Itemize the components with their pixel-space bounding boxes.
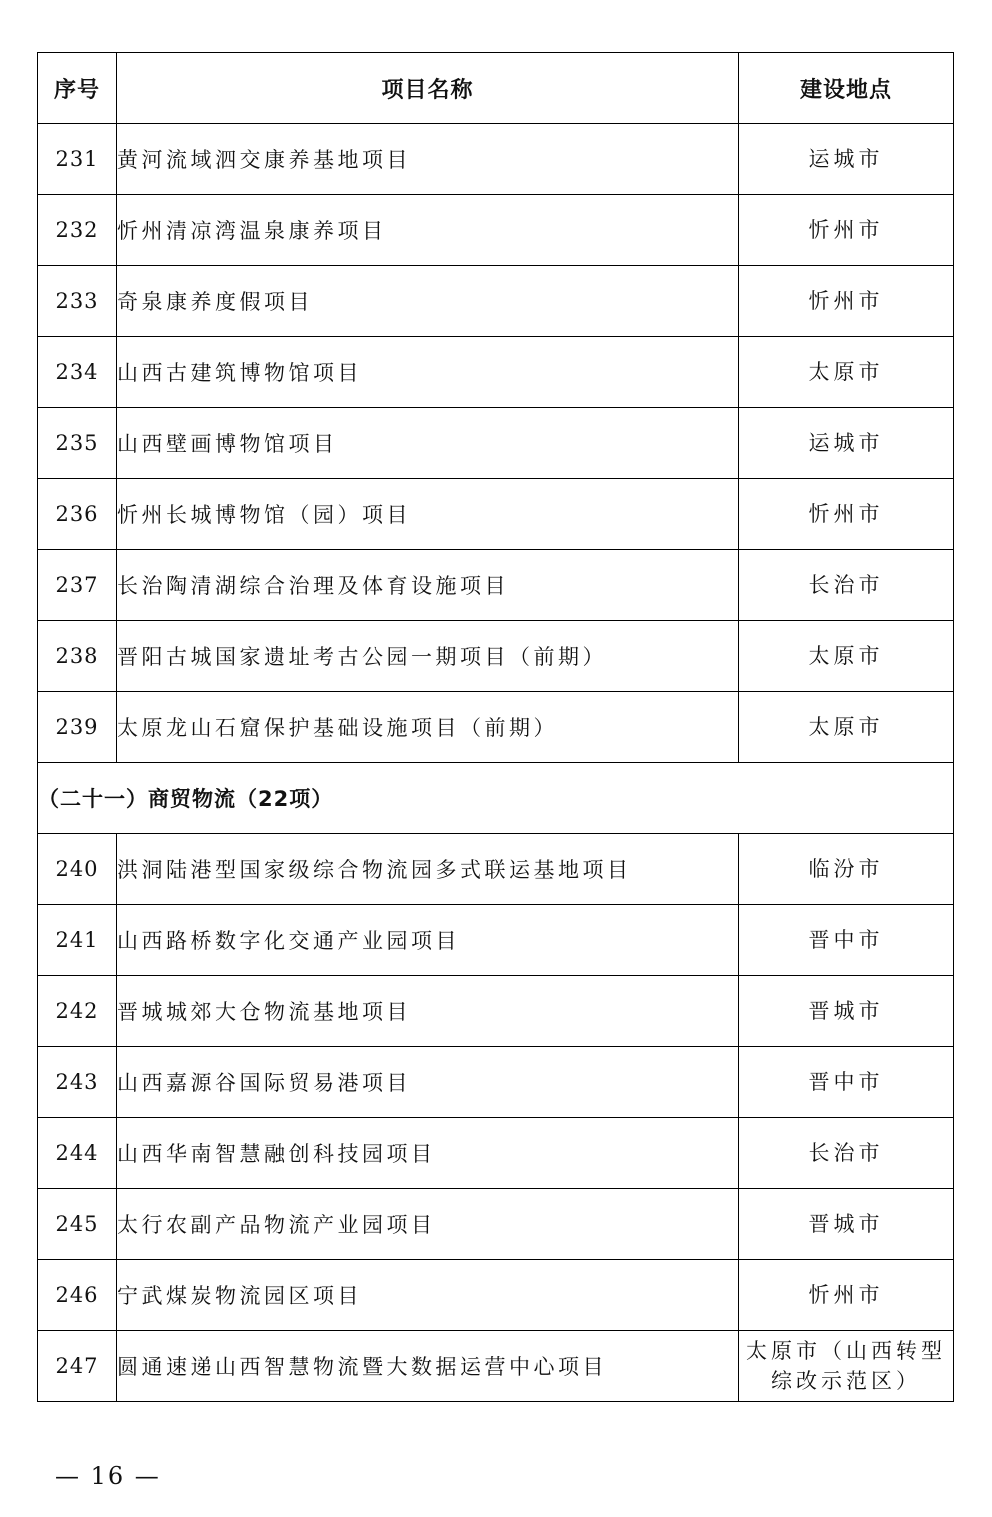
row-name: 黄河流域泗交康养基地项目 — [117, 124, 739, 195]
row-no: 231 — [38, 124, 117, 195]
row-name: 山西壁画博物馆项目 — [117, 408, 739, 479]
row-name: 太原龙山石窟保护基础设施项目（前期） — [117, 692, 739, 763]
row-no: 237 — [38, 550, 117, 621]
table-row — [38, 976, 954, 1047]
page-number: — 16 — — [55, 1462, 161, 1490]
row-no: 240 — [38, 834, 117, 905]
projects-table — [37, 52, 954, 1402]
table-row — [38, 1047, 954, 1118]
row-no: 239 — [38, 692, 117, 763]
row-location: 太原市 — [739, 621, 954, 692]
row-name: 山西路桥数字化交通产业园项目 — [117, 905, 739, 976]
row-name: 晋城城郊大仓物流基地项目 — [117, 976, 739, 1047]
row-location: 晋中市 — [739, 1047, 954, 1118]
table-row — [38, 834, 954, 905]
row-name: 太行农副产品物流产业园项目 — [117, 1189, 739, 1260]
row-no: 234 — [38, 337, 117, 408]
table-row — [38, 266, 954, 337]
row-name: 圆通速递山西智慧物流暨大数据运营中心项目 — [117, 1331, 739, 1402]
row-no: 244 — [38, 1118, 117, 1189]
table-row — [38, 1260, 954, 1331]
header-row — [38, 53, 954, 124]
table-row — [38, 337, 954, 408]
row-location: 太原市 — [739, 692, 954, 763]
row-no: 242 — [38, 976, 117, 1047]
row-location: 运城市 — [739, 408, 954, 479]
table-row — [38, 1118, 954, 1189]
table-row — [38, 1189, 954, 1260]
row-name: 山西古建筑博物馆项目 — [117, 337, 739, 408]
row-location: 长治市 — [739, 1118, 954, 1189]
row-name: 宁武煤炭物流园区项目 — [117, 1260, 739, 1331]
row-no: 236 — [38, 479, 117, 550]
table-row — [38, 195, 954, 266]
row-no: 238 — [38, 621, 117, 692]
row-location: 忻州市 — [739, 479, 954, 550]
row-location: 忻州市 — [739, 195, 954, 266]
row-location: 晋中市 — [739, 905, 954, 976]
row-no: 241 — [38, 905, 117, 976]
row-name: 山西嘉源谷国际贸易港项目 — [117, 1047, 739, 1118]
row-location: 临汾市 — [739, 834, 954, 905]
row-location: 晋城市 — [739, 1189, 954, 1260]
table-row — [38, 550, 954, 621]
header-no: 序号 — [38, 53, 117, 124]
row-name: 忻州长城博物馆（园）项目 — [117, 479, 739, 550]
row-name: 长治陶清湖综合治理及体育设施项目 — [117, 550, 739, 621]
table-row — [38, 905, 954, 976]
row-no: 233 — [38, 266, 117, 337]
row-no: 235 — [38, 408, 117, 479]
row-name: 忻州清凉湾温泉康养项目 — [117, 195, 739, 266]
row-location: 晋城市 — [739, 976, 954, 1047]
table-row — [38, 124, 954, 195]
table-row — [38, 408, 954, 479]
row-location: 忻州市 — [739, 1260, 954, 1331]
row-location: 长治市 — [739, 550, 954, 621]
table-row — [38, 479, 954, 550]
row-no: 245 — [38, 1189, 117, 1260]
row-name: 山西华南智慧融创科技园项目 — [117, 1118, 739, 1189]
header-location: 建设地点 — [739, 53, 954, 124]
row-name: 洪洞陆港型国家级综合物流园多式联运基地项目 — [117, 834, 739, 905]
table-row — [38, 1331, 954, 1402]
table-row — [38, 692, 954, 763]
row-no: 243 — [38, 1047, 117, 1118]
table-row — [38, 621, 954, 692]
row-location: 太原市（山西转型综改示范区） — [739, 1331, 954, 1402]
row-no: 246 — [38, 1260, 117, 1331]
section-title: （二十一）商贸物流（22项） — [38, 763, 954, 834]
header-name: 项目名称 — [117, 53, 739, 124]
row-no: 247 — [38, 1331, 117, 1402]
row-name: 奇泉康养度假项目 — [117, 266, 739, 337]
row-location: 忻州市 — [739, 266, 954, 337]
row-location: 运城市 — [739, 124, 954, 195]
row-name: 晋阳古城国家遗址考古公园一期项目（前期） — [117, 621, 739, 692]
section-row — [38, 763, 954, 834]
row-location: 太原市 — [739, 337, 954, 408]
row-no: 232 — [38, 195, 117, 266]
